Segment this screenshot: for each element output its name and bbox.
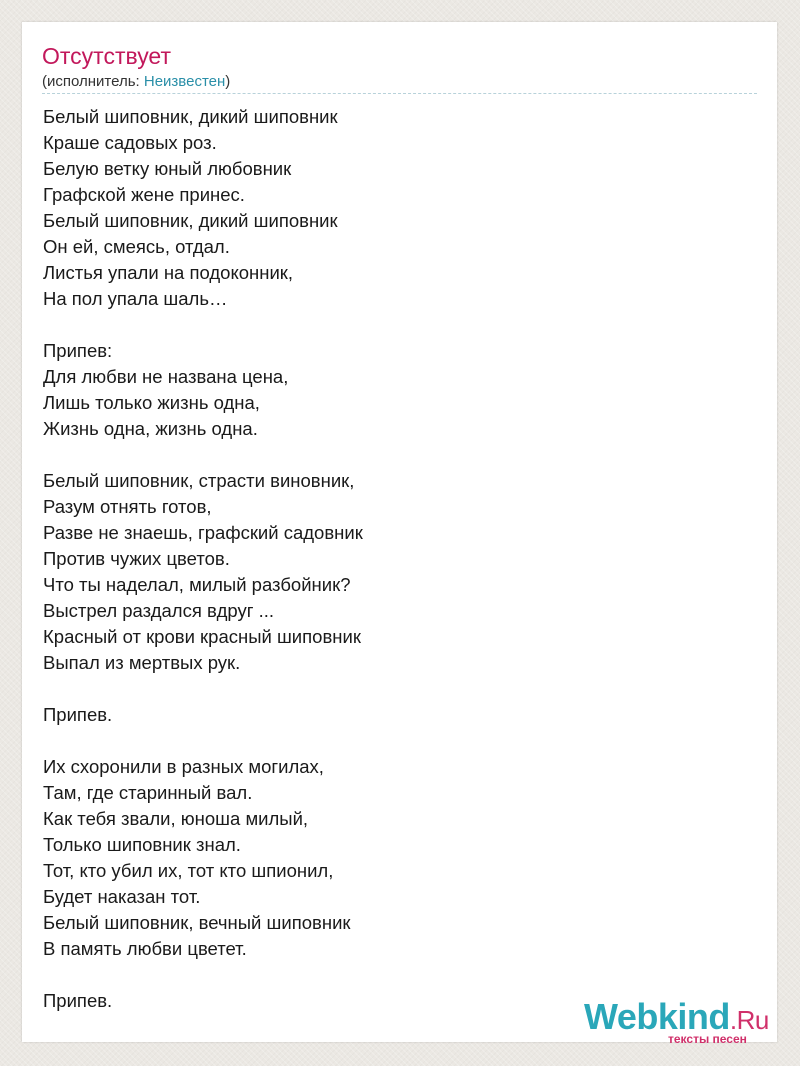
lyrics-blank-line: [43, 728, 743, 754]
lyrics-line: Красный от крови красный шиповник: [43, 626, 361, 647]
logo-brand-tld: .Ru: [729, 1005, 769, 1035]
lyrics-blank-line: [43, 442, 743, 468]
lyrics-line: В память любви цветет.: [43, 938, 247, 959]
lyrics-blank-line: [43, 312, 743, 338]
lyrics-line: Выстрел раздался вдруг ...: [43, 600, 275, 621]
lyrics-text: [43, 104, 743, 1014]
lyrics-line: Лишь только жизнь одна,: [43, 392, 260, 413]
lyrics-line: Он ей, смеясь, отдал.: [43, 236, 230, 257]
artist-suffix: ): [225, 73, 231, 90]
lyrics-line: Белый шиповник, дикий шиповник: [43, 210, 338, 231]
lyrics-line: Белый шиповник, дикий шиповник: [43, 106, 338, 127]
webkind-logo[interactable]: [584, 995, 774, 1045]
lyrics-line: Их схоронили в разных могилах,: [43, 756, 324, 777]
lyrics-blank-line: [43, 676, 743, 702]
logo-brand-name: Webkind: [584, 996, 730, 1037]
artist-prefix: (исполнитель:: [42, 73, 144, 90]
lyrics-line: Разум отнять готов,: [43, 496, 212, 517]
lyrics-line: Тот, кто убил их, тот кто шпионил,: [43, 860, 334, 881]
song-title: Отсутствует: [42, 43, 171, 69]
lyrics-line: Припев.: [43, 704, 113, 725]
lyrics-line: Припев:: [43, 340, 113, 361]
header-divider: [42, 93, 757, 94]
lyrics-card: [22, 22, 777, 1046]
lyrics-line: Припев.: [43, 990, 113, 1011]
lyrics-line: Белый шиповник, страсти виновник,: [43, 470, 355, 491]
lyrics-line: Графской жене принес.: [43, 184, 245, 205]
lyrics-line: Белый шиповник, вечный шиповник: [43, 912, 351, 933]
lyrics-line: Для любви не названа цена,: [43, 366, 289, 387]
lyrics-line: Там, где старинный вал.: [43, 782, 253, 803]
lyrics-line: Белую ветку юный любовник: [43, 158, 292, 179]
logo-tagline: тексты песен: [668, 1032, 747, 1046]
artist-line: [42, 72, 230, 92]
artist-link[interactable]: Неизвестен: [143, 73, 226, 90]
lyrics-line: На пол упала шаль…: [43, 288, 228, 309]
lyrics-line: Против чужих цветов.: [43, 548, 230, 569]
lyrics-line: Будет наказан тот.: [43, 886, 201, 907]
lyrics-line: Только шиповник знал.: [43, 834, 241, 855]
lyrics-line: Выпал из мертвых рук.: [43, 652, 241, 673]
lyrics-blank-line: [43, 962, 743, 988]
lyrics-line: Жизнь одна, жизнь одна.: [43, 418, 258, 439]
lyrics-line: Что ты наделал, милый разбойник?: [43, 574, 351, 595]
lyrics-line: Разве не знаешь, графский садовник: [43, 522, 363, 543]
lyrics-line: Листья упали на подоконник,: [43, 262, 294, 283]
lyrics-line: Как тебя звали, юноша милый,: [43, 808, 309, 829]
lyrics-line: Краше садовых роз.: [43, 132, 217, 153]
